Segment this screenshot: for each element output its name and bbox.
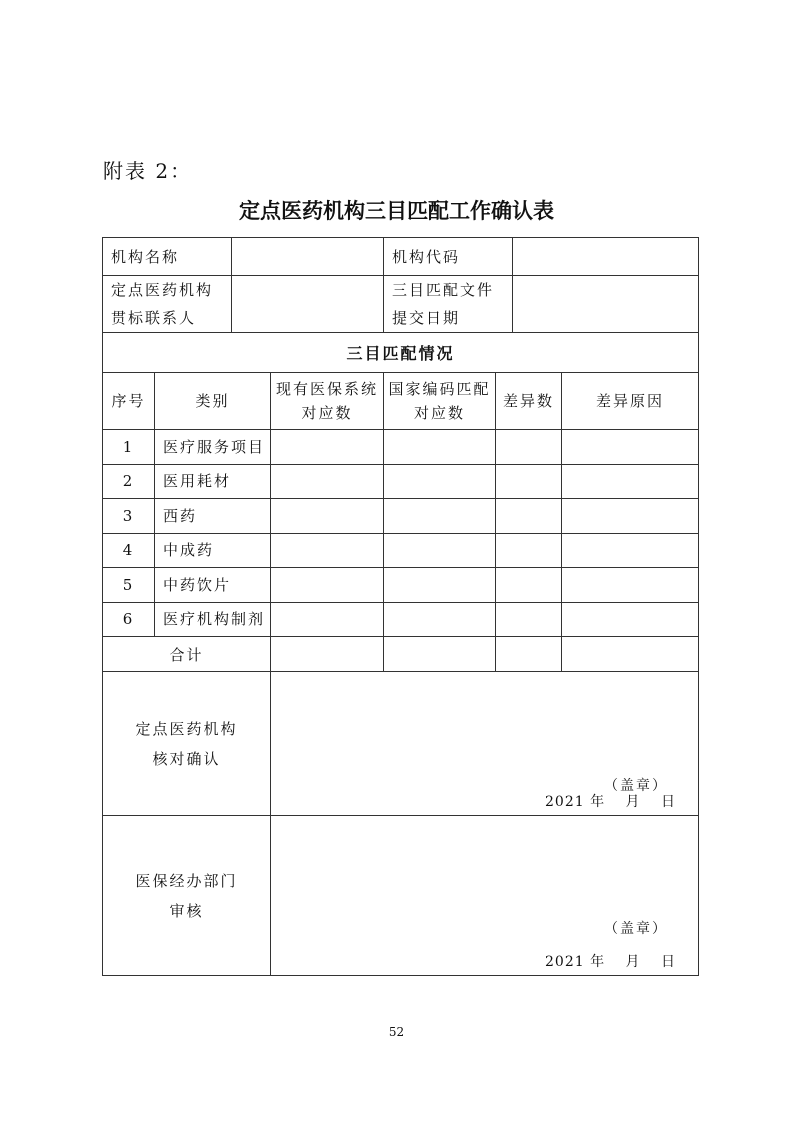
section-title: 三目匹配情况 — [102, 332, 699, 373]
seq-cell: 2 — [102, 464, 155, 500]
diff-count-cell[interactable] — [495, 429, 562, 465]
seq-cell: 4 — [102, 533, 155, 569]
national-count-cell[interactable] — [383, 602, 496, 638]
category-cell: 西药 — [154, 498, 271, 534]
category-cell: 医疗服务项目 — [154, 429, 271, 465]
category-cell: 医用耗材 — [154, 464, 271, 500]
submit-date-label: 三目匹配文件 提交日期 — [383, 275, 513, 333]
seq-cell: 1 — [102, 429, 155, 465]
system-count-cell[interactable] — [270, 429, 384, 465]
submit-date-field[interactable] — [512, 275, 699, 333]
category-cell: 医疗机构制剂 — [154, 602, 271, 638]
diff-reason-cell[interactable] — [561, 498, 699, 534]
header-diff-count: 差异数 — [495, 372, 562, 430]
org-code-label: 机构代码 — [383, 237, 513, 276]
diff-count-cell[interactable] — [495, 464, 562, 500]
seq-cell: 6 — [102, 602, 155, 638]
total-diff-reason-cell[interactable] — [561, 636, 699, 672]
seal-placeholder: （盖章） — [604, 921, 668, 937]
system-count-cell[interactable] — [270, 602, 384, 638]
diff-reason-cell[interactable] — [561, 602, 699, 638]
national-count-cell[interactable] — [383, 498, 496, 534]
system-count-cell[interactable] — [270, 464, 384, 500]
contact-label: 定点医药机构 贯标联系人 — [102, 275, 232, 333]
signoff-date: 2021 年 月 日 — [545, 954, 676, 970]
national-count-cell[interactable] — [383, 464, 496, 500]
header-category: 类别 — [154, 372, 271, 430]
header-seq: 序号 — [102, 372, 155, 430]
contact-field[interactable] — [231, 275, 384, 333]
total-diff-count-cell[interactable] — [495, 636, 562, 672]
national-count-cell[interactable] — [383, 429, 496, 465]
diff-count-cell[interactable] — [495, 602, 562, 638]
diff-count-cell[interactable] — [495, 498, 562, 534]
page-number: 52 — [388, 1025, 405, 1039]
total-label: 合计 — [102, 636, 271, 672]
signoff-label: 定点医药机构 核对确认 — [102, 671, 271, 816]
category-cell: 中成药 — [154, 533, 271, 569]
header-diff-reason: 差异原因 — [561, 372, 699, 430]
org-name-field[interactable] — [231, 237, 384, 276]
diff-reason-cell[interactable] — [561, 567, 699, 603]
system-count-cell[interactable] — [270, 567, 384, 603]
seq-cell: 5 — [102, 567, 155, 603]
org-code-field[interactable] — [512, 237, 699, 276]
org-name-label: 机构名称 — [102, 237, 232, 276]
diff-count-cell[interactable] — [495, 533, 562, 569]
diff-reason-cell[interactable] — [561, 533, 699, 569]
header-system-count: 现有医保系统 对应数 — [270, 372, 384, 430]
page-title: 定点医药机构三目匹配工作确认表 — [239, 199, 554, 223]
diff-reason-cell[interactable] — [561, 464, 699, 500]
diff-reason-cell[interactable] — [561, 429, 699, 465]
total-national-count-cell[interactable] — [383, 636, 496, 672]
seal-placeholder: （盖章） — [604, 778, 668, 794]
signoff-label: 医保经办部门 审核 — [102, 815, 271, 976]
total-system-count-cell[interactable] — [270, 636, 384, 672]
national-count-cell[interactable] — [383, 533, 496, 569]
category-cell: 中药饮片 — [154, 567, 271, 603]
signoff-area[interactable] — [270, 815, 699, 976]
system-count-cell[interactable] — [270, 533, 384, 569]
signoff-date: 2021 年 月 日 — [545, 794, 676, 810]
attachment-label: 附表 2： — [103, 159, 193, 183]
header-national-count: 国家编码匹配 对应数 — [383, 372, 496, 430]
system-count-cell[interactable] — [270, 498, 384, 534]
signoff-area[interactable] — [270, 671, 699, 816]
seq-cell: 3 — [102, 498, 155, 534]
diff-count-cell[interactable] — [495, 567, 562, 603]
national-count-cell[interactable] — [383, 567, 496, 603]
